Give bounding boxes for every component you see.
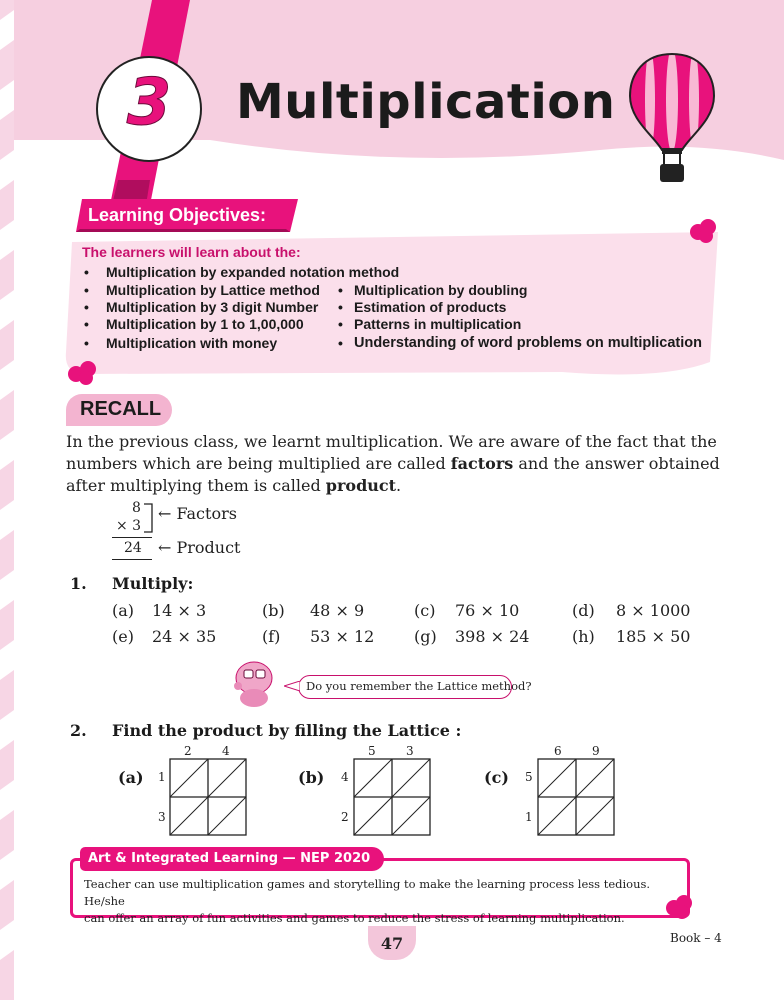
objective-item: Estimation of products [354,299,507,315]
bullet: • [84,264,89,280]
example-result: 24 [124,540,142,556]
item-expression: 76 × 10 [455,601,520,620]
recall-paragraph-line: after multiplying them is called product. [66,476,402,495]
example-multiplier: × 3 [116,518,142,534]
chapter-number-badge [96,56,202,162]
objective-item: Multiplication by 1 to 1,00,000 [106,316,304,332]
lattice-label: (b) [298,768,325,787]
item-expression: 398 × 24 [455,627,530,646]
hot-air-balloon-icon [624,50,720,186]
recall-paragraph-line: In the previous class, we learnt multiplication. We are aware of the fact that the [66,432,717,451]
bullet: • [338,316,343,332]
lattice-top-digit: 9 [592,744,600,758]
lattice-top-digit: 4 [222,744,230,758]
question-number: 2. [70,721,87,740]
objective-item: Multiplication by expanded notation method [106,264,400,280]
lattice-side-digit: 1 [158,770,166,784]
lattice-top-digit: 2 [184,744,192,758]
bracket-icon [142,502,156,534]
flower-icon [664,894,694,920]
item-expression: 53 × 12 [310,627,375,646]
lattice-label: (c) [484,768,509,787]
bullet: • [84,335,89,351]
item-label: (h) [572,627,595,646]
lattice-top-digit: 3 [406,744,414,758]
example-rule [112,537,152,538]
objective-item: Multiplication with money [106,335,278,351]
flower-icon [688,218,718,244]
item-label: (c) [414,601,436,620]
bullet: • [84,282,89,298]
item-label: (a) [112,601,135,620]
chapter-title: Multiplication [236,74,616,130]
lattice-grid[interactable] [537,758,615,836]
objectives-intro: The learners will learn about the: [82,244,301,260]
item-expression: 8 × 1000 [616,601,691,620]
lattice-label: (a) [118,768,144,787]
book-label: Book – 4 [670,931,722,945]
item-expression: 185 × 50 [616,627,691,646]
bullet: • [84,316,89,332]
objective-item: Multiplication by 3 digit Number [106,299,319,315]
bubble-tail [284,681,300,691]
nep-text-line: can offer an array of fun activities and games to reduce the stress of learning multiplication. [84,911,625,925]
nep-text [84,876,680,927]
item-label: (d) [572,601,595,620]
chapter-number: 3 [126,66,172,140]
flower-icon [66,360,100,386]
lattice-side-digit: 3 [158,810,166,824]
objective-item: Patterns in multiplication [354,316,522,332]
factors-label: ← Factors [158,504,237,523]
lattice-grid[interactable] [169,758,247,836]
term-product: product [325,476,397,495]
lattice-top-digit: 5 [368,744,376,758]
objective-item: Multiplication by Lattice method [106,282,320,298]
recall-label: RECALL [80,398,162,420]
bubble-text: Do you remember the Lattice method? [306,679,532,693]
objective-item: Multiplication by doubling [354,282,528,298]
bullet: • [338,299,343,315]
bullet: • [338,335,343,351]
item-expression: 48 × 9 [310,601,365,620]
item-expression: 24 × 35 [152,627,217,646]
question-title: Multiply: [112,574,194,593]
objective-item: Understanding of word problems on multiplication [354,335,702,351]
lattice-top-digit: 6 [554,744,562,758]
question-number: 1. [70,574,87,593]
item-expression: 14 × 3 [152,601,207,620]
example-top-number: 8 [132,500,141,516]
objectives-heading: Learning Objectives: [88,205,267,225]
recall-paragraph-line: numbers which are being multiplied are called factors and the answer obtained [66,454,720,473]
bullet: • [338,282,343,298]
lattice-side-digit: 2 [341,810,349,824]
item-label: (b) [262,601,285,620]
item-label: (f) [262,627,281,646]
page-number: 47 [380,934,404,953]
example-rule [112,559,152,560]
term-factors: factors [450,454,514,473]
lattice-side-digit: 4 [341,770,349,784]
lattice-grid[interactable] [353,758,431,836]
item-label: (e) [112,627,134,646]
bullet: • [84,299,89,315]
item-label: (g) [414,627,437,646]
question-title: Find the product by filling the Lattice : [112,721,462,740]
product-label: ← Product [158,538,241,557]
nep-title: Art & Integrated Learning — NEP 2020 [80,847,384,871]
lattice-side-digit: 1 [525,810,533,824]
lattice-side-digit: 5 [525,770,533,784]
nep-text-line: Teacher can use multiplication games and storytelling to make the learning process less tedious. He/she [84,877,651,908]
